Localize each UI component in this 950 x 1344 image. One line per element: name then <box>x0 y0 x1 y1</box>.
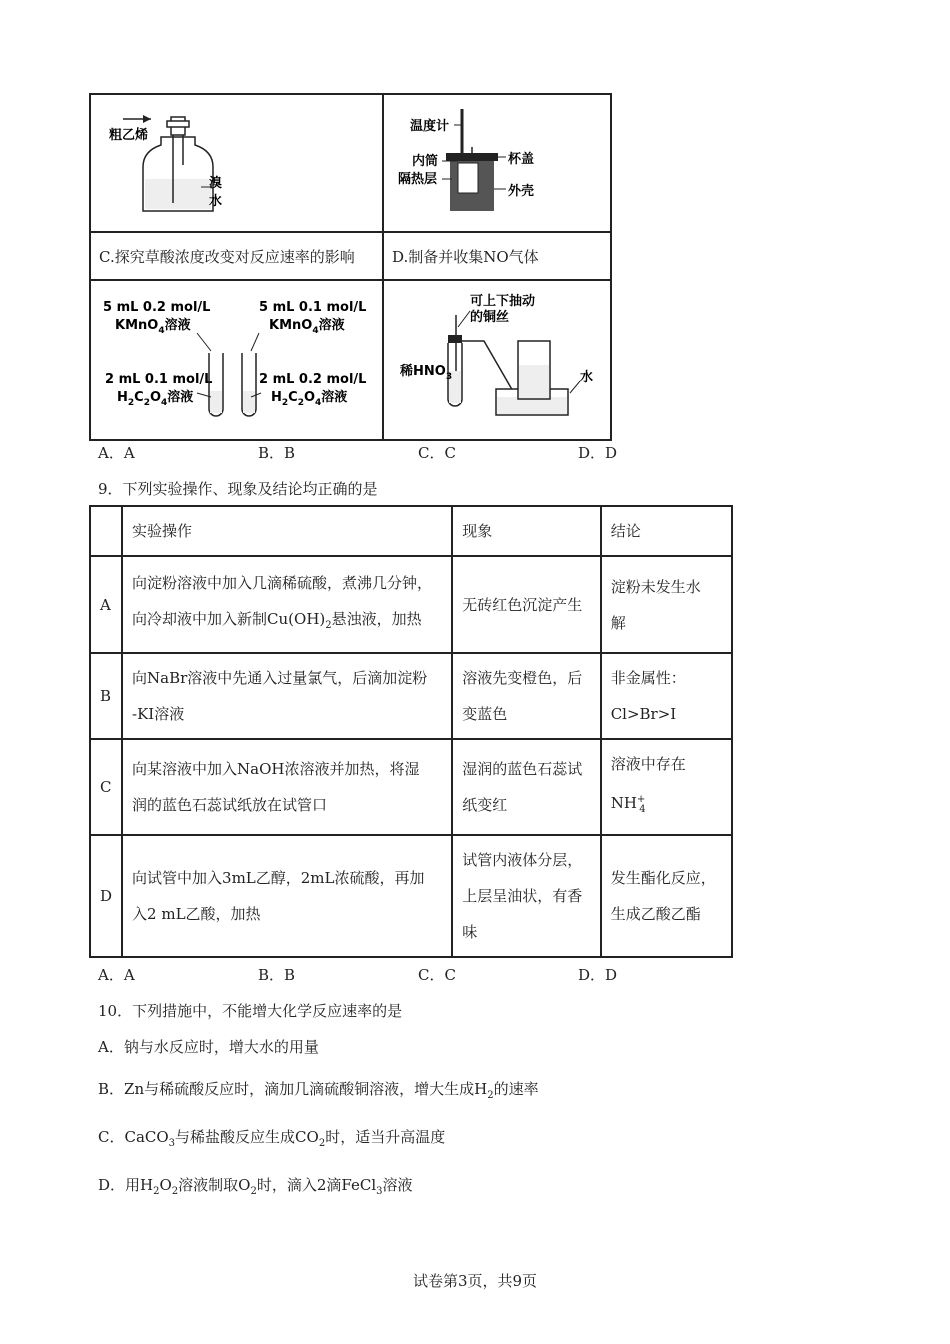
q9-option-d[interactable]: D．D <box>578 966 618 984</box>
row-phenomenon: 溶液先变橙色，后 变蓝色 <box>452 653 600 739</box>
fig-a-water-label-2: 水 <box>209 194 223 209</box>
fig-b-cell <box>383 94 611 232</box>
q8-option-b[interactable]: B．B <box>258 444 296 462</box>
row-key: C <box>90 739 122 835</box>
fig-d-water-label: 水 <box>580 370 594 385</box>
fig-c-right-bottom-line-2: $H_2C_2O_4$溶液 <box>271 390 348 408</box>
fig-c-caption: C.探究草酸浓度改变对反应速率的影响 <box>90 232 383 280</box>
fig-c-left-bottom-line-2: $H_2C_2O_4$溶液 <box>117 390 194 408</box>
oxalic-acid-test-tube-figure <box>91 281 382 435</box>
row-conclusion: 非金属性： Cl>Br>I <box>601 653 732 739</box>
row-phenomenon: 试管内液体分层， 上层呈油状，有香 味 <box>452 835 600 957</box>
row-operation: 向淀粉溶液中加入几滴稀硫酸，煮沸几分钟， 向冷却液中加入新制$Cu(OH)_2$悬浊液，加热 <box>122 556 452 653</box>
fig-c-left-top-line-1: 5 mL 0.2 mol/L <box>103 300 211 315</box>
q10-option-d[interactable]: D．用$H_2O_2$溶液制取$O_2$时，滴入2滴FeCl$_3$溶液 <box>98 1176 413 1197</box>
fig-a-gas-label: 粗乙烯 <box>109 128 149 143</box>
fig-d-caption: D.制备并收集NO气体 <box>383 232 611 280</box>
header-phenomenon: 现象 <box>452 506 600 556</box>
fig-a-water-label-1: 溴 <box>209 176 223 191</box>
row-operation: 向某溶液中加入NaOH浓溶液并加热，将湿 润的蓝色石蕊试纸放在试管口 <box>122 739 452 835</box>
table-row <box>90 653 732 739</box>
row-key: B <box>90 653 122 739</box>
header-blank <box>90 506 122 556</box>
fig-b-inner-label: 内筒 <box>412 154 439 169</box>
fig-b-shell-label: 外壳 <box>508 184 535 199</box>
table-row <box>90 835 732 957</box>
row-conclusion: 发生酯化反应， 生成乙酸乙酯 <box>601 835 732 957</box>
fig-c-cell <box>90 280 383 440</box>
row-operation: 向NaBr溶液中先通入过量氯气，后滴加淀粉 -KI溶液 <box>122 653 452 739</box>
table-row <box>90 556 732 653</box>
fig-c-right-bottom-line-1: 2 mL 0.2 mol/L <box>259 372 367 387</box>
q9-option-c[interactable]: C．C <box>418 966 456 984</box>
q9-table <box>89 505 733 958</box>
table-row <box>90 739 732 835</box>
row-phenomenon: 无砖红色沉淀产生 <box>452 556 600 653</box>
row-operation: 向试管中加入3mL乙醇，2mL浓硫酸，再加 入2 mL乙酸，加热 <box>122 835 452 957</box>
row-conclusion: 溶液中存在 $NH^+_4$ <box>601 739 732 835</box>
q9-option-a[interactable]: A．A <box>98 966 135 984</box>
fig-d-wire-label-2: 的铜丝 <box>470 310 510 325</box>
q8-option-a[interactable]: A．A <box>98 444 135 462</box>
fig-a-cell <box>90 94 383 232</box>
fig-c-left-top-line-2: KMnO$_4$溶液 <box>115 318 191 336</box>
fig-d-cell <box>383 280 611 440</box>
fig-c-right-top-line-2: KMnO$_4$溶液 <box>269 318 345 336</box>
row-key: D <box>90 835 122 957</box>
fig-b-lid-label: 杯盖 <box>508 152 535 167</box>
fig-d-acid-label: 稀$HNO_3$ <box>400 364 453 382</box>
q8-figure-table <box>89 93 612 441</box>
q8-option-d[interactable]: D．D <box>578 444 618 462</box>
gas-washing-bottle-figure <box>91 95 382 227</box>
q9-option-b[interactable]: B．B <box>258 966 296 984</box>
row-key: A <box>90 556 122 653</box>
row-phenomenon: 湿润的蓝色石蕊试 纸变红 <box>452 739 600 835</box>
row-conclusion: 淀粉未发生水 解 <box>601 556 732 653</box>
q8-option-c[interactable]: C．C <box>418 444 456 462</box>
fig-c-left-bottom-line-1: 2 mL 0.1 mol/L <box>105 372 213 387</box>
table-header-row <box>90 506 732 556</box>
fig-b-insulation-label: 隔热层 <box>398 172 438 187</box>
fig-c-right-top-line-1: 5 mL 0.1 mol/L <box>259 300 367 315</box>
q10-question: 10．下列措施中，不能增大化学反应速率的是 <box>98 1002 403 1020</box>
q10-option-a[interactable]: A．钠与水反应时，增大水的用量 <box>98 1038 319 1056</box>
q10-option-c[interactable]: C．CaCO$_3$与稀盐酸反应生成$CO_2$时，适当升高温度 <box>98 1128 446 1149</box>
q9-question: 9．下列实验操作、现象及结论均正确的是 <box>98 480 378 498</box>
q10-option-b[interactable]: B．Zn与稀硫酸反应时，滴加几滴硫酸铜溶液，增大生成$H_2$的速率 <box>98 1080 539 1101</box>
no-gas-apparatus-figure <box>384 281 610 435</box>
page-footer: 试卷第3页，共9页 <box>412 1272 538 1290</box>
header-conclusion: 结论 <box>601 506 732 556</box>
fig-b-thermometer-label: 温度计 <box>410 119 450 134</box>
fig-d-wire-label-1: 可上下抽动 <box>470 294 536 309</box>
header-operation: 实验操作 <box>122 506 452 556</box>
calorimeter-figure <box>384 95 610 227</box>
